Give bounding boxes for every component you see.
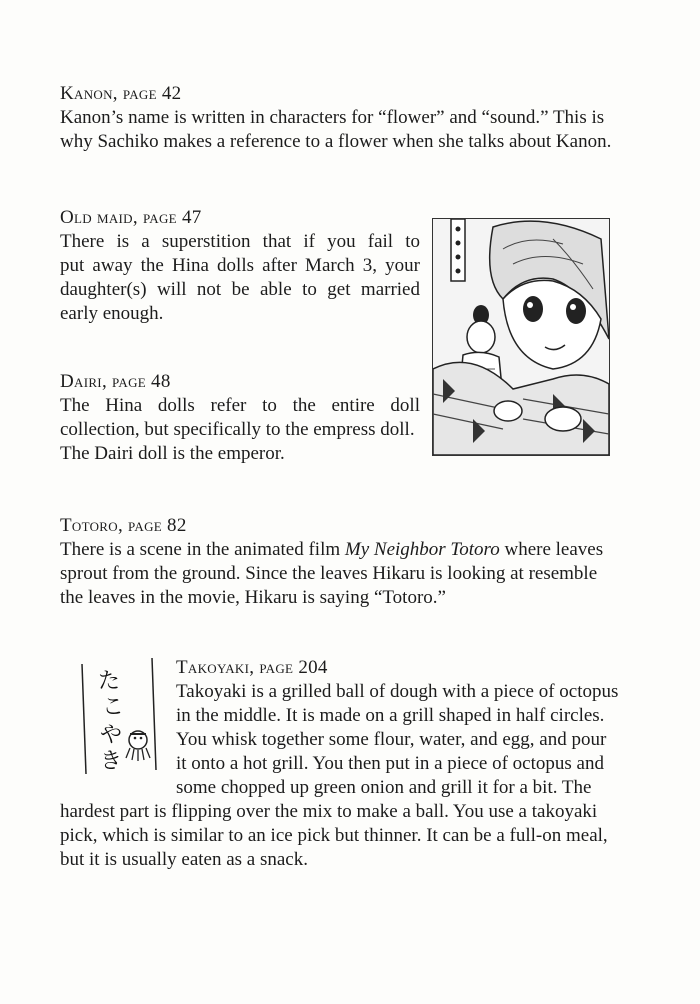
note-line: daughter(s) will not be able to get married — [60, 279, 420, 300]
note-line — [60, 538, 625, 562]
note-text: There is a scene in the animated film — [60, 539, 345, 560]
note-line: but it is usually eaten as a snack. — [60, 849, 308, 870]
note-line: put away the Hina dolls after March 3, your — [60, 255, 420, 276]
note-line: The Hina dolls refer to the entire doll — [60, 395, 420, 416]
note-line: You whisk together some flour, water, and egg, and pour — [176, 729, 607, 750]
sign-character: た — [98, 669, 121, 694]
sign-character: き — [100, 749, 123, 774]
note-takoyaki — [60, 656, 625, 872]
note-heading: Totoro, page 82 — [60, 515, 187, 536]
sign-character: こ — [102, 695, 125, 720]
note-totoro — [60, 514, 625, 610]
note-line: hardest part is flipping over the mix to make a ball. You use a takoyaki — [60, 801, 598, 822]
note-line: it onto a hot grill. You then put in a piece of octopus and — [176, 753, 604, 774]
note-line: Takoyaki is a grilled ball of dough with a piece of octopus — [176, 681, 619, 702]
note-line: some chopped up green onion and grill it for a bit. The — [176, 777, 592, 798]
note-heading: Takoyaki, page 204 — [176, 657, 328, 678]
note-dairi — [60, 370, 420, 466]
note-line: Kanon’s name is written in characters for “flower” and “sound.” This is — [60, 107, 605, 128]
manga-illustration — [432, 218, 610, 456]
note-kanon — [60, 82, 625, 154]
sign-character: や — [100, 723, 123, 748]
note-line: sprout from the ground. Since the leaves Hikaru is looking at resemble — [60, 563, 598, 584]
note-line: why Sachiko makes a reference to a flower when she talks about Kanon. — [60, 131, 612, 152]
note-heading: Old maid, page 47 — [60, 207, 202, 228]
note-line: pick, which is similar to an ice pick but thinner. It can be a full-on meal, — [60, 825, 608, 846]
film-title: My Neighbor Totoro — [344, 539, 500, 560]
note-line: There is a superstition that if you fail to — [60, 231, 420, 252]
note-line: The Dairi doll is the emperor. — [60, 443, 285, 464]
note-line: collection, but specifically to the empress doll. — [60, 419, 415, 440]
note-old-maid — [60, 206, 420, 326]
note-text: where leaves — [499, 539, 604, 560]
note-line: early enough. — [60, 303, 164, 324]
note-line: in the middle. It is made on a grill shaped in half circles. — [176, 705, 605, 726]
note-heading: Kanon, page 42 — [60, 83, 182, 104]
note-heading: Dairi, page 48 — [60, 371, 171, 392]
note-line: the leaves in the movie, Hikaru is saying “Totoro.” — [60, 587, 446, 608]
